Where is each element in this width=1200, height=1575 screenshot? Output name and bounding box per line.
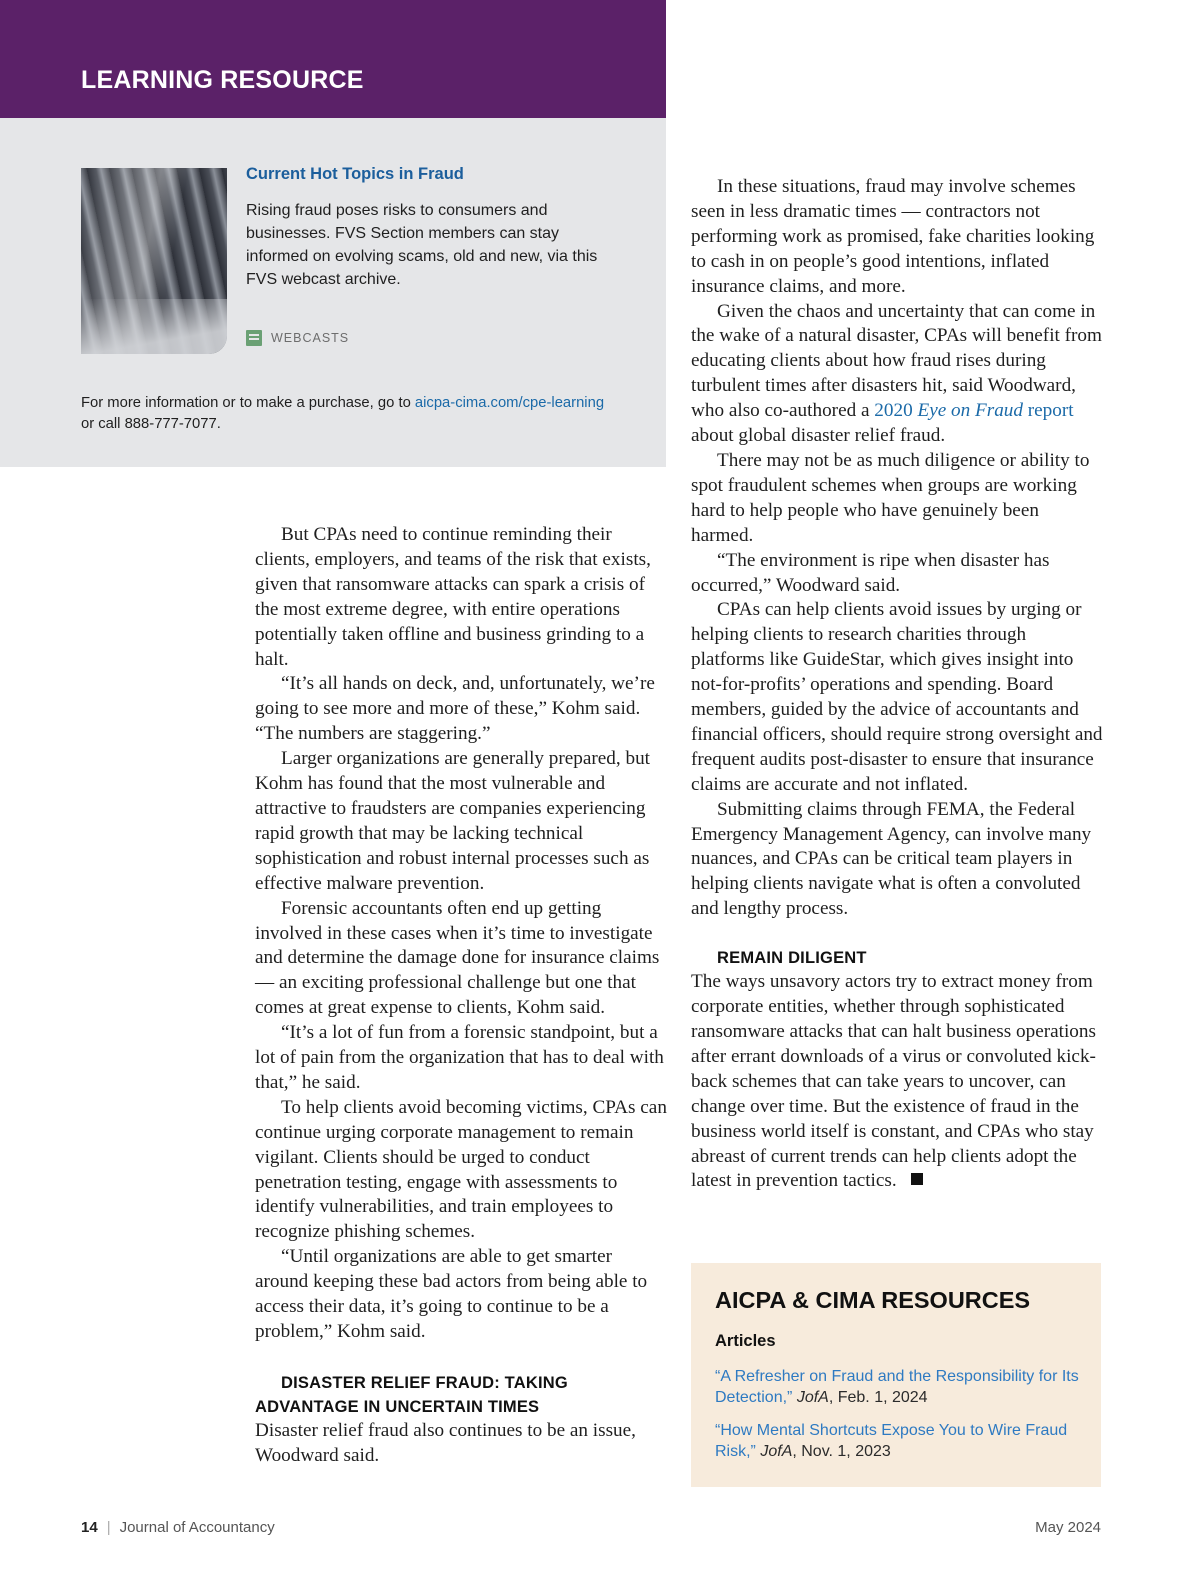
- body-paragraph: Submitting claims through FEMA, the Federal Emergency Management Agency, can involve many nuances, and CPAs can be critical team players in helping clients navigate what is often a convoluted and lengthy process.: [691, 798, 1092, 920]
- eye-on-fraud-report-link[interactable]: [874, 400, 1073, 421]
- paragraph-text: Given the chaos and uncertainty that can come in the wake of a natural disaster, CPAs will benefit from educating clients about how fraud rises during turbulent times after disasters hit, said Woodward, who also co-authored a: [691, 300, 1102, 422]
- publication-name: Journal of Accountancy: [119, 1519, 275, 1536]
- page-footer-left: [81, 1519, 275, 1536]
- page-number: 14: [81, 1519, 98, 1536]
- resource-type-label: WEBCASTS: [271, 331, 350, 345]
- article-right-column: [691, 175, 1103, 1194]
- aicpa-cima-resources-box: [691, 1263, 1101, 1487]
- body-paragraph: CPAs can help clients avoid issues by urging or helping clients to research charities through platforms like GuideStar, which gives insight into not-for-profits’ operations and spending. Board members, guided by the advice of accountants and financial officers, should require strong oversight and frequent audits post-disaster to ensure that insurance claims are accurate and not inflated.: [691, 599, 1103, 795]
- article-link[interactable]: “A Refresher on Fraud and the Responsibility for Its Detection,”: [715, 1368, 1079, 1406]
- article-publication: JofA: [760, 1443, 793, 1460]
- purchase-info-phone: or call 888-777-7077.: [81, 416, 221, 432]
- end-of-article-mark: [911, 1173, 923, 1185]
- link-text: report: [1022, 400, 1074, 422]
- footer-separator: |: [106, 1519, 111, 1536]
- body-paragraph: Larger organizations are generally prepared, but Kohm has found that the most vulnerable and attractive to fraudsters are companies experiencing rapid growth that may be lacking technical sophistication and robust internal processes such as effective malware prevention.: [255, 748, 651, 894]
- resource-purchase-info: [81, 393, 651, 435]
- article-date: , Feb. 1, 2024: [828, 1389, 928, 1406]
- issue-date: May 2024: [1035, 1519, 1101, 1536]
- section-subhead: REMAIN DILIGENT: [717, 949, 867, 968]
- resources-subtitle: Articles: [715, 1332, 776, 1350]
- body-paragraph: Disaster relief fraud also continues to be an issue, Woodward said.: [255, 1419, 636, 1466]
- body-paragraph: “It’s a lot of fun from a forensic standpoint, but a lot of pain from the organization that has to deal with that,” he said.: [255, 1022, 664, 1093]
- body-paragraph: But CPAs need to continue reminding their clients, employers, and teams of the risk that exists, given that ransomware attacks can spark a crisis of the most extreme degree, with entire operations potentially taken offline and business grinding to a halt.: [255, 524, 651, 670]
- list-item: [715, 1420, 1085, 1462]
- body-paragraph: [691, 970, 1103, 1194]
- learning-resource-header: [0, 0, 666, 118]
- resource-item-title-link[interactable]: Current Hot Topics in Fraud: [246, 165, 464, 183]
- resource-type-tag: [246, 330, 349, 346]
- purchase-info-prefix: For more information or to make a purchase, go to: [81, 395, 415, 411]
- body-paragraph: “The environment is ripe when disaster has occurred,” Woodward said.: [691, 549, 1050, 596]
- resources-title: AICPA & CIMA RESOURCES: [715, 1287, 1031, 1313]
- body-paragraph: There may not be as much diligence or ability to spot fraudulent schemes when groups are working hard to help people who have genuinely been harmed.: [691, 449, 1090, 546]
- body-paragraph: “Until organizations are able to get smarter around keeping these bad actors from being able to access their data, it’s going to continue to be a problem,” Kohm said.: [255, 1246, 648, 1342]
- section-subhead: DISASTER RELIEF FRAUD: TAKING ADVANTAGE IN UNCERTAIN TIMES: [255, 1373, 568, 1416]
- cpe-learning-link[interactable]: aicpa-cima.com/cpe-learning: [414, 395, 605, 411]
- link-text: 2020: [874, 400, 918, 422]
- body-paragraph: To help clients avoid becoming victims, CPAs can continue urging corporate management to remain vigilant. Clients should be urged to conduct penetration testing, engage with assessments to identify vulnerabilities, and train employees to recognize phishing schemes.: [255, 1096, 667, 1243]
- body-paragraph: “It’s all hands on deck, and, unfortunately, we’re going to see more and more of these,” Kohm said. “The numbers are staggering.”: [255, 673, 655, 745]
- body-paragraph: [691, 300, 1103, 449]
- resources-article-list: [715, 1366, 1085, 1474]
- article-date: , Nov. 1, 2023: [792, 1443, 891, 1460]
- body-paragraph: In these situations, fraud may involve schemes seen in less dramatic times — contractors not performing work as promised, fake charities looking to cash in on people’s good intentions, inflated insurance claims, and more.: [691, 176, 1095, 297]
- link-text-italic: Eye on Fraud: [917, 400, 1023, 422]
- list-item: [715, 1366, 1085, 1408]
- resource-item-description: Rising fraud poses risks to consumers and businesses. FVS Section members can stay informed on evolving scams, old and new, via this FVS webcast archive.: [246, 202, 598, 288]
- resource-thumbnail-image[interactable]: [81, 168, 227, 354]
- webcast-list-icon: [246, 330, 262, 346]
- body-paragraph: Forensic accountants often end up getting involved in these cases when it’s time to investigate and determine the damage done for insurance claims — an exciting professional challenge but one that comes at great expense to clients, Kohm said.: [255, 897, 660, 1019]
- article-left-column: [255, 523, 667, 1469]
- article-publication: JofA: [796, 1389, 829, 1406]
- article-link[interactable]: “How Mental Shortcuts Expose You to Wire Fraud Risk,”: [715, 1422, 1068, 1460]
- paragraph-text: about global disaster relief fraud.: [691, 425, 946, 447]
- learning-resource-title: LEARNING RESOURCE: [81, 66, 364, 94]
- paragraph-text: The ways unsavory actors try to extract money from corporate entities, whether through sophisticated ransomware attacks that can halt business operations after errant downloads of a virus or convoluted kick-back schemes that can take years to uncover, can change over time. But the existence of fraud in the business world itself is constant, and CPAs who stay abreast of current trends can help clients adopt the latest in prevention tactics.: [691, 971, 1096, 1192]
